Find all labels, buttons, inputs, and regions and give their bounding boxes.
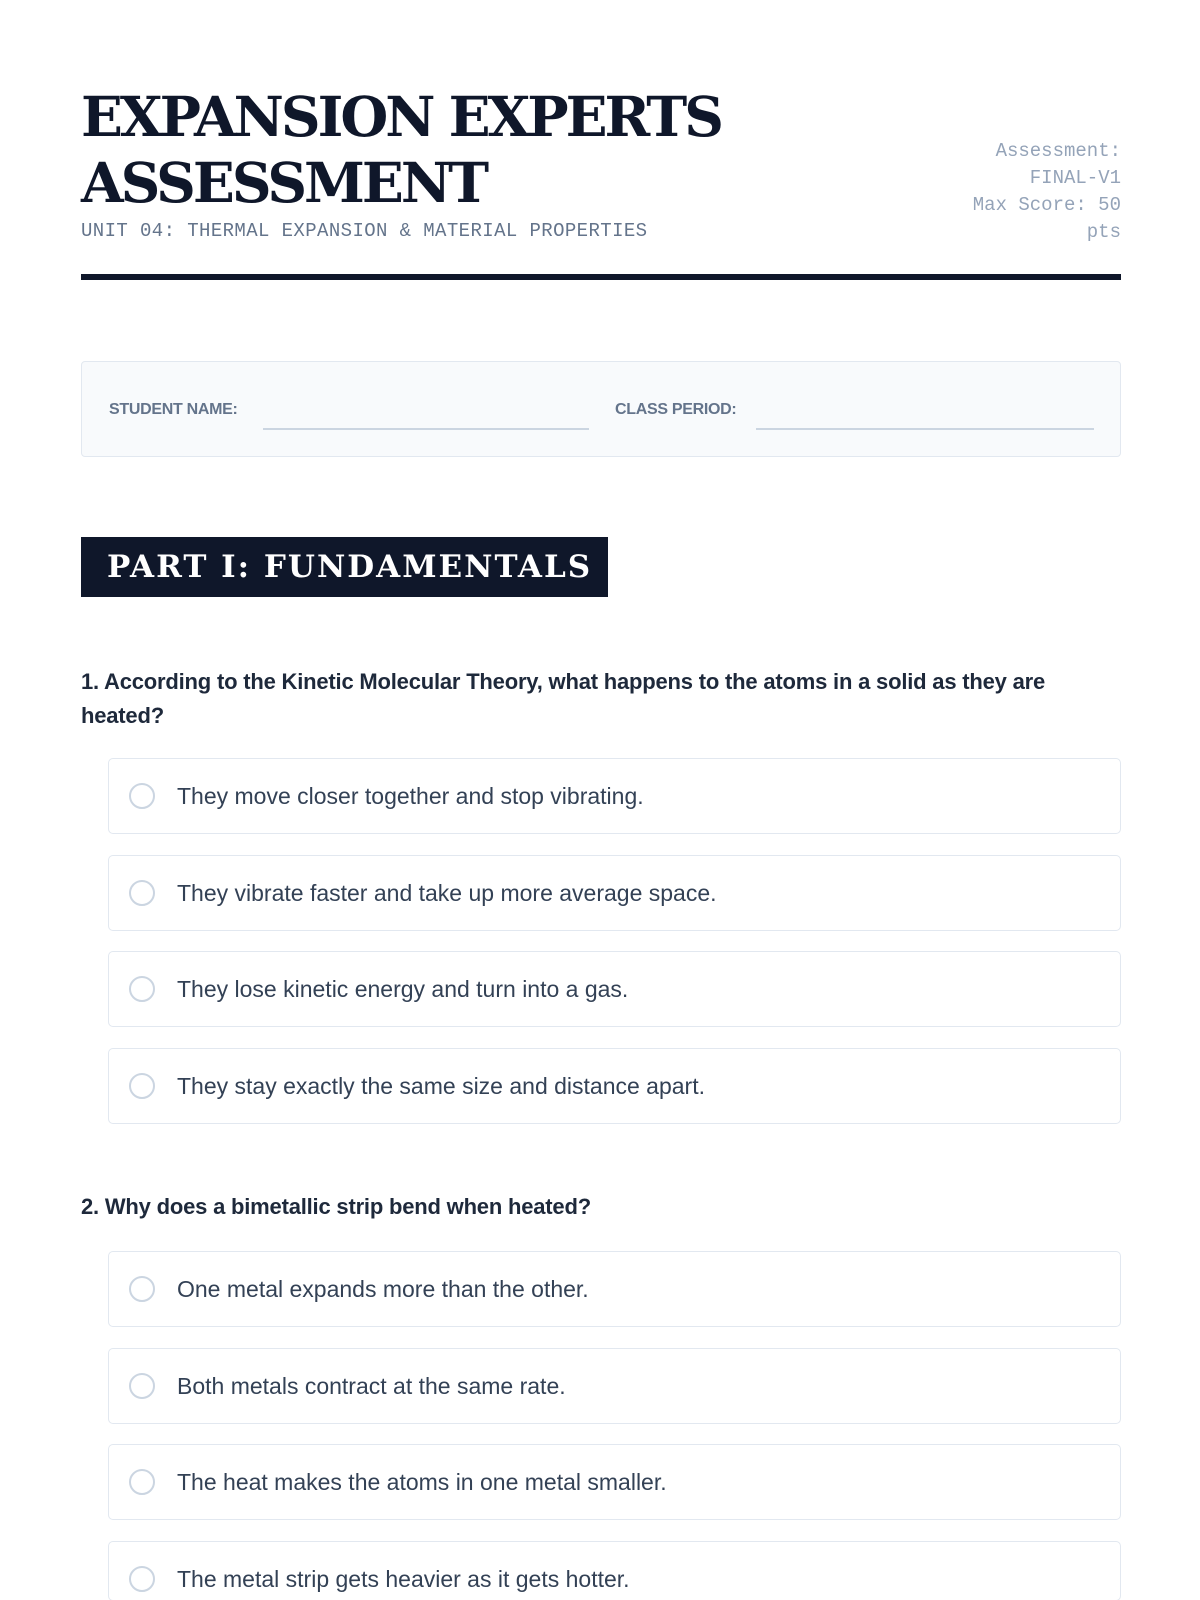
radio-button[interactable] [129,1276,155,1302]
answer-option[interactable] [108,1444,1121,1520]
assessment-id: Assessment: FINAL-V1 [995,140,1121,189]
radio-button[interactable] [129,880,155,906]
radio-button[interactable] [129,976,155,1002]
question-2 [81,1190,1121,1592]
part-banner: PART I: FUNDAMENTALS [81,537,608,597]
answer-option[interactable] [108,1048,1121,1124]
answer-option[interactable] [108,1251,1121,1327]
student-name-label: STUDENT NAME: [109,401,238,418]
option-label: One metal expands more than the other. [177,1276,589,1302]
page-title: EXPANSION EXPERTS ASSESSMENT [81,84,721,215]
question-text: 2. Why does a bimetallic strip bend when heated? [81,1194,591,1219]
option-label: They move closer together and stop vibrating. [177,783,644,809]
max-score: Max Score: 50 pts [972,194,1121,243]
answer-option[interactable] [108,1348,1121,1424]
student-name-field[interactable] [263,428,589,430]
class-period-field[interactable] [756,428,1094,430]
assessment-meta [941,138,1121,246]
question-text: 1. According to the Kinetic Molecular Theory, what happens to the atoms in a solid as they are heated? [81,669,1046,728]
answer-option[interactable] [108,758,1121,834]
unit-subtitle: UNIT 04: THERMAL EXPANSION & MATERIAL PROPERTIES [81,220,648,242]
option-label: They stay exactly the same size and distance apart. [177,1073,705,1099]
answer-option[interactable] [108,1541,1121,1600]
radio-button[interactable] [129,1566,155,1592]
answer-option[interactable] [108,855,1121,931]
radio-button[interactable] [129,783,155,809]
class-period-label: CLASS PERIOD: [615,401,737,418]
option-label: They lose kinetic energy and turn into a gas. [177,976,629,1002]
radio-button[interactable] [129,1469,155,1495]
page-header [81,84,1121,280]
option-label: The metal strip gets heavier as it gets hotter. [177,1566,630,1592]
question-1 [81,665,1121,1099]
answer-option[interactable] [108,951,1121,1027]
radio-button[interactable] [129,1073,155,1099]
option-label: The heat makes the atoms in one metal smaller. [177,1469,667,1495]
option-label: Both metals contract at the same rate. [177,1373,566,1399]
option-label: They vibrate faster and take up more average space. [177,880,717,906]
radio-button[interactable] [129,1373,155,1399]
student-info-box [81,361,1121,457]
